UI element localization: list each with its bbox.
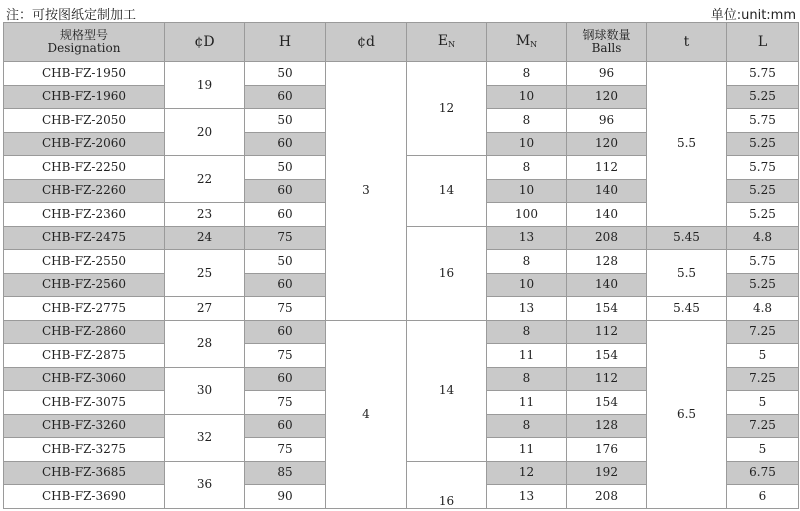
- h-cell: 75: [245, 391, 326, 415]
- h-cell: 50: [245, 250, 326, 274]
- mn-cell: 12: [487, 461, 567, 485]
- table-row: [4, 320, 799, 344]
- l-cell: 4.8: [727, 226, 799, 250]
- balls-cell: 154: [567, 344, 647, 368]
- d-cell: 22: [165, 156, 245, 203]
- designation-cell: CHB-FZ-1960: [4, 85, 165, 109]
- h-cell: 60: [245, 273, 326, 297]
- l-cell: 5: [727, 391, 799, 415]
- mn-cell: 11: [487, 438, 567, 462]
- dd-cell: 3: [326, 62, 407, 321]
- l-cell: 5: [727, 344, 799, 368]
- en-cell: 12: [407, 62, 487, 156]
- l-cell: 5.75: [727, 250, 799, 274]
- l-cell: 7.25: [727, 320, 799, 344]
- designation-cell: CHB-FZ-3260: [4, 414, 165, 438]
- designation-cell: CHB-FZ-2875: [4, 344, 165, 368]
- designation-cell: CHB-FZ-1950: [4, 62, 165, 86]
- h-cell: 75: [245, 226, 326, 250]
- en-cell: 14: [407, 156, 487, 227]
- h-cell: 60: [245, 203, 326, 227]
- d-cell: 25: [165, 250, 245, 297]
- mn-cell: 100: [487, 203, 567, 227]
- d-cell: 27: [165, 297, 245, 321]
- header-designation: 规格型号 Designation: [4, 23, 165, 62]
- mn-cell: 10: [487, 273, 567, 297]
- spec-table: [3, 22, 799, 509]
- l-cell: 5.25: [727, 273, 799, 297]
- designation-cell: CHB-FZ-2475: [4, 226, 165, 250]
- balls-cell: 208: [567, 226, 647, 250]
- mn-cell: 13: [487, 226, 567, 250]
- designation-cell: CHB-FZ-3075: [4, 391, 165, 415]
- t-cell: 5.45: [647, 226, 727, 250]
- header-l: L: [727, 23, 799, 62]
- d-cell: 32: [165, 414, 245, 461]
- designation-cell: CHB-FZ-2360: [4, 203, 165, 227]
- l-cell: 6.75: [727, 461, 799, 485]
- h-cell: 60: [245, 132, 326, 156]
- d-cell: 19: [165, 62, 245, 109]
- balls-cell: 154: [567, 391, 647, 415]
- designation-cell: CHB-FZ-2060: [4, 132, 165, 156]
- d-cell: 24: [165, 226, 245, 250]
- h-cell: 60: [245, 179, 326, 203]
- d-cell: 36: [165, 461, 245, 508]
- en-cell: 14: [407, 320, 487, 461]
- l-cell: 7.25: [727, 414, 799, 438]
- balls-cell: 96: [567, 62, 647, 86]
- designation-cell: CHB-FZ-2560: [4, 273, 165, 297]
- balls-cell: 140: [567, 179, 647, 203]
- mn-cell: 13: [487, 485, 567, 509]
- balls-cell: 192: [567, 461, 647, 485]
- designation-cell: CHB-FZ-2260: [4, 179, 165, 203]
- header-t: t: [647, 23, 727, 62]
- l-cell: 5.25: [727, 132, 799, 156]
- mn-cell: 10: [487, 132, 567, 156]
- en-cell: 16: [407, 461, 487, 508]
- header-dd: ¢d: [326, 23, 407, 62]
- balls-cell: 140: [567, 273, 647, 297]
- custom-note: 注：可按图纸定制加工: [6, 8, 137, 23]
- balls-cell: 112: [567, 320, 647, 344]
- header-balls: 钢球数量 Balls: [567, 23, 647, 62]
- h-cell: 60: [245, 367, 326, 391]
- balls-cell: 208: [567, 485, 647, 509]
- h-cell: 75: [245, 297, 326, 321]
- h-cell: 60: [245, 414, 326, 438]
- h-cell: 60: [245, 320, 326, 344]
- balls-cell: 120: [567, 85, 647, 109]
- balls-cell: 154: [567, 297, 647, 321]
- header-h: H: [245, 23, 326, 62]
- balls-cell: 112: [567, 156, 647, 180]
- header-en: $E_N$: [407, 23, 487, 62]
- designation-cell: CHB-FZ-3690: [4, 485, 165, 509]
- d-cell: 30: [165, 367, 245, 414]
- d-cell: 28: [165, 320, 245, 367]
- designation-cell: CHB-FZ-2775: [4, 297, 165, 321]
- balls-cell: 176: [567, 438, 647, 462]
- balls-cell: 128: [567, 414, 647, 438]
- designation-cell: CHB-FZ-2860: [4, 320, 165, 344]
- l-cell: 5.25: [727, 179, 799, 203]
- unit-note: 单位:unit:mm: [710, 8, 796, 23]
- l-cell: 5: [727, 438, 799, 462]
- mn-cell: 8: [487, 250, 567, 274]
- balls-cell: 128: [567, 250, 647, 274]
- notes-bar: [0, 0, 800, 22]
- mn-cell: 13: [487, 297, 567, 321]
- en-cell: 16: [407, 226, 487, 320]
- balls-cell: 120: [567, 132, 647, 156]
- table-row: [4, 62, 799, 86]
- mn-cell: 8: [487, 414, 567, 438]
- l-cell: 6: [727, 485, 799, 509]
- mn-cell: 10: [487, 179, 567, 203]
- l-cell: 7.25: [727, 367, 799, 391]
- l-cell: 5.25: [727, 203, 799, 227]
- mn-cell: 10: [487, 85, 567, 109]
- dd-cell: 4: [326, 320, 407, 508]
- mn-cell: 8: [487, 109, 567, 133]
- balls-cell: 96: [567, 109, 647, 133]
- mn-cell: 8: [487, 320, 567, 344]
- mn-cell: 11: [487, 391, 567, 415]
- l-cell: 5.75: [727, 109, 799, 133]
- designation-cell: CHB-FZ-2050: [4, 109, 165, 133]
- t-cell: 5.5: [647, 250, 727, 297]
- h-cell: 85: [245, 461, 326, 485]
- header-mn: $M_N$: [487, 23, 567, 62]
- designation-cell: CHB-FZ-3275: [4, 438, 165, 462]
- designation-cell: CHB-FZ-3060: [4, 367, 165, 391]
- header-row: [4, 23, 799, 62]
- l-cell: 5.75: [727, 62, 799, 86]
- mn-cell: 11: [487, 344, 567, 368]
- designation-cell: CHB-FZ-2550: [4, 250, 165, 274]
- header-d: ¢D: [165, 23, 245, 62]
- designation-cell: CHB-FZ-3685: [4, 461, 165, 485]
- h-cell: 50: [245, 109, 326, 133]
- designation-cell: CHB-FZ-2250: [4, 156, 165, 180]
- l-cell: 4.8: [727, 297, 799, 321]
- t-cell: 6.5: [647, 320, 727, 508]
- mn-cell: 8: [487, 367, 567, 391]
- balls-cell: 112: [567, 367, 647, 391]
- h-cell: 60: [245, 85, 326, 109]
- l-cell: 5.25: [727, 85, 799, 109]
- h-cell: 75: [245, 344, 326, 368]
- d-cell: 20: [165, 109, 245, 156]
- l-cell: 5.75: [727, 156, 799, 180]
- balls-cell: 140: [567, 203, 647, 227]
- h-cell: 50: [245, 156, 326, 180]
- h-cell: 90: [245, 485, 326, 509]
- d-cell: 23: [165, 203, 245, 227]
- h-cell: 75: [245, 438, 326, 462]
- t-cell: 5.45: [647, 297, 727, 321]
- mn-cell: 8: [487, 156, 567, 180]
- mn-cell: 8: [487, 62, 567, 86]
- t-cell: 5.5: [647, 62, 727, 227]
- h-cell: 50: [245, 62, 326, 86]
